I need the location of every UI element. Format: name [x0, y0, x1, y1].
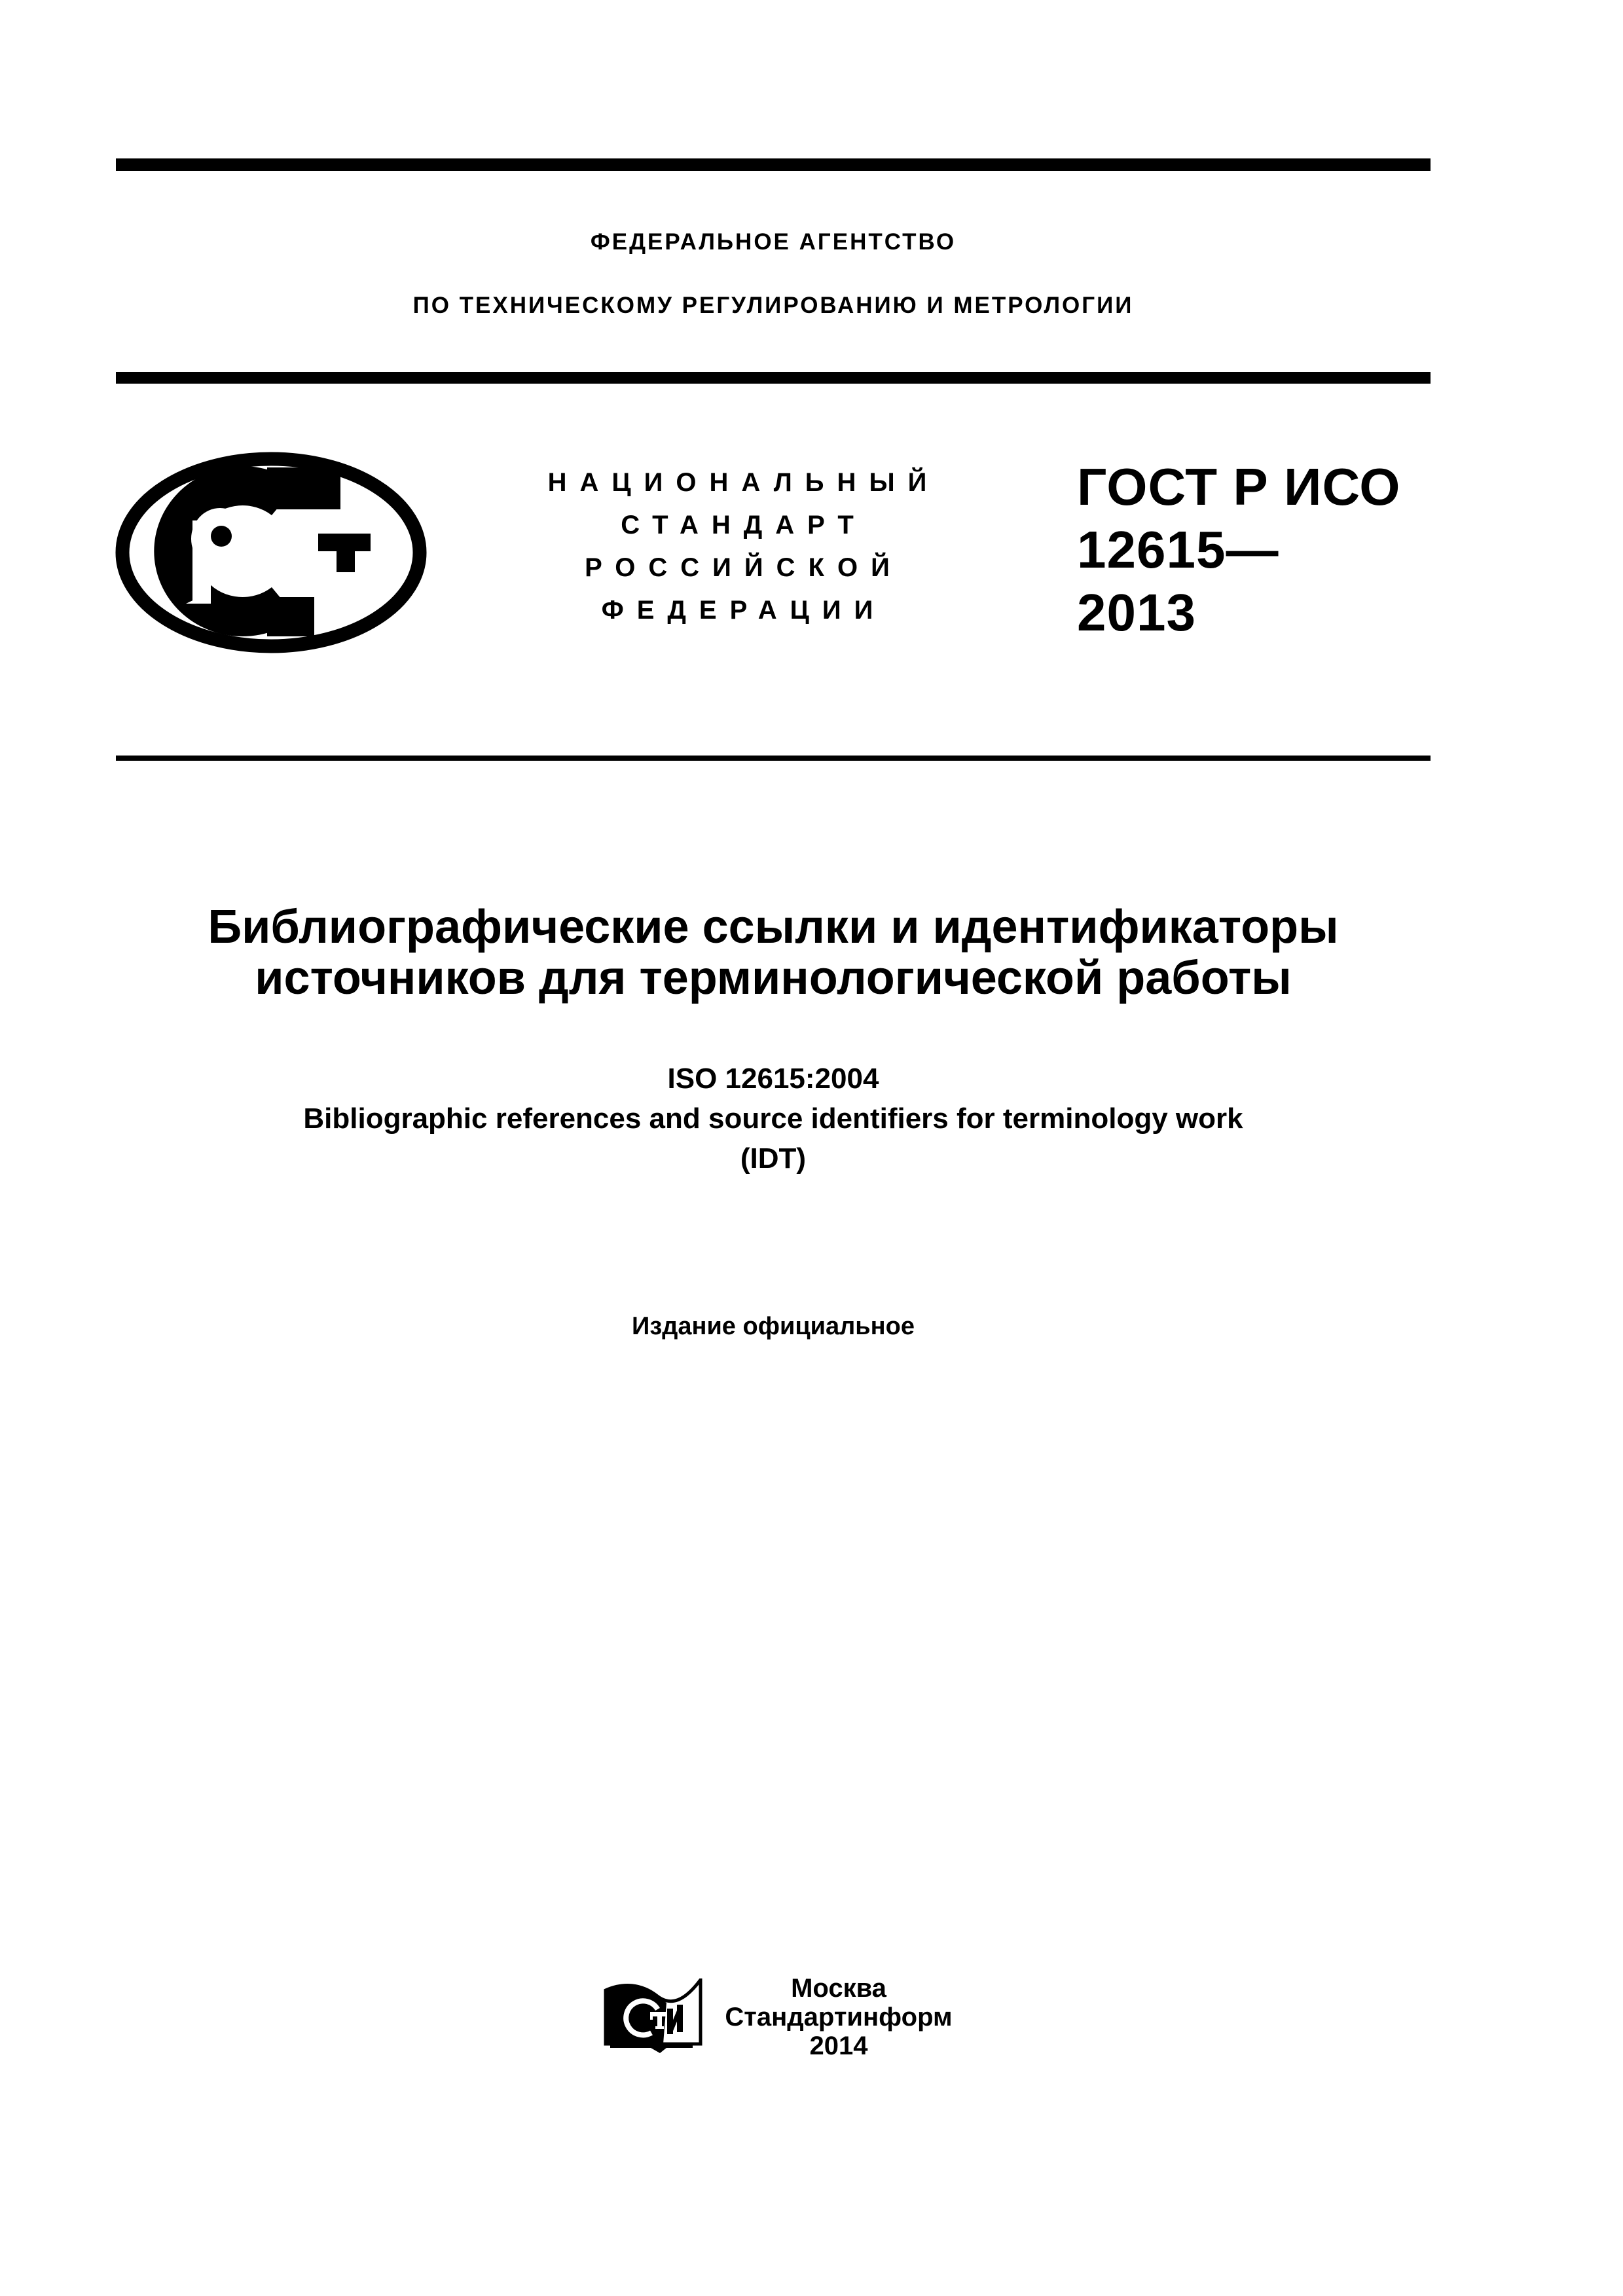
title-rule: [116, 756, 1431, 761]
imprint-city: Москва: [791, 1974, 886, 2003]
national-standard-label-line-3: РОССИЙСКОЙ: [585, 553, 903, 582]
document-title-en: Bibliographic references and source identifiers for terminology work: [303, 1102, 1243, 1135]
imprint-year: 2014: [809, 2032, 868, 2060]
document-title-ru: [116, 902, 1431, 1004]
national-standard-label-line-2: СТАНДАРТ: [621, 511, 867, 539]
official-edition-note: Издание официальное: [632, 1313, 915, 1340]
agency-name-line-2: ПО ТЕХНИЧЕСКОМУ РЕГУЛИРОВАНИЮ И МЕТРОЛОГИИ: [412, 293, 1134, 318]
standartinform-logo-icon: [604, 1978, 703, 2054]
imprint-publisher: Стандартинформ: [725, 2003, 953, 2032]
iso-reference-block: [116, 1059, 1431, 1178]
top-rule: [116, 158, 1431, 171]
national-standard-label-line-1: НАЦИОНАЛЬНЫЙ: [547, 468, 940, 497]
agency-name-line-1: ФЕДЕРАЛЬНОЕ АГЕНТСТВО: [590, 229, 957, 255]
rst-logo-icon: [115, 452, 427, 653]
national-standard-label-line-4: ФЕДЕРАЦИИ: [601, 596, 886, 625]
iso-reference: ISO 12615:2004: [667, 1063, 879, 1095]
document-title-ru-line-1: Библиографические ссылки и идентификаторы: [208, 901, 1339, 953]
document-title-ru-line-2: источников для терминологической работы: [255, 952, 1292, 1004]
header-rule: [116, 372, 1431, 384]
standard-designation: [1077, 456, 1431, 644]
standard-designation-line-1: ГОСТ Р ИСО: [1077, 458, 1401, 516]
standard-designation-line-2: 12615—: [1077, 520, 1279, 579]
idt-note: (IDT): [740, 1142, 807, 1175]
imprint: [708, 1974, 970, 2060]
national-standard-label: [416, 462, 1071, 632]
standard-designation-line-3: 2013: [1077, 583, 1196, 642]
